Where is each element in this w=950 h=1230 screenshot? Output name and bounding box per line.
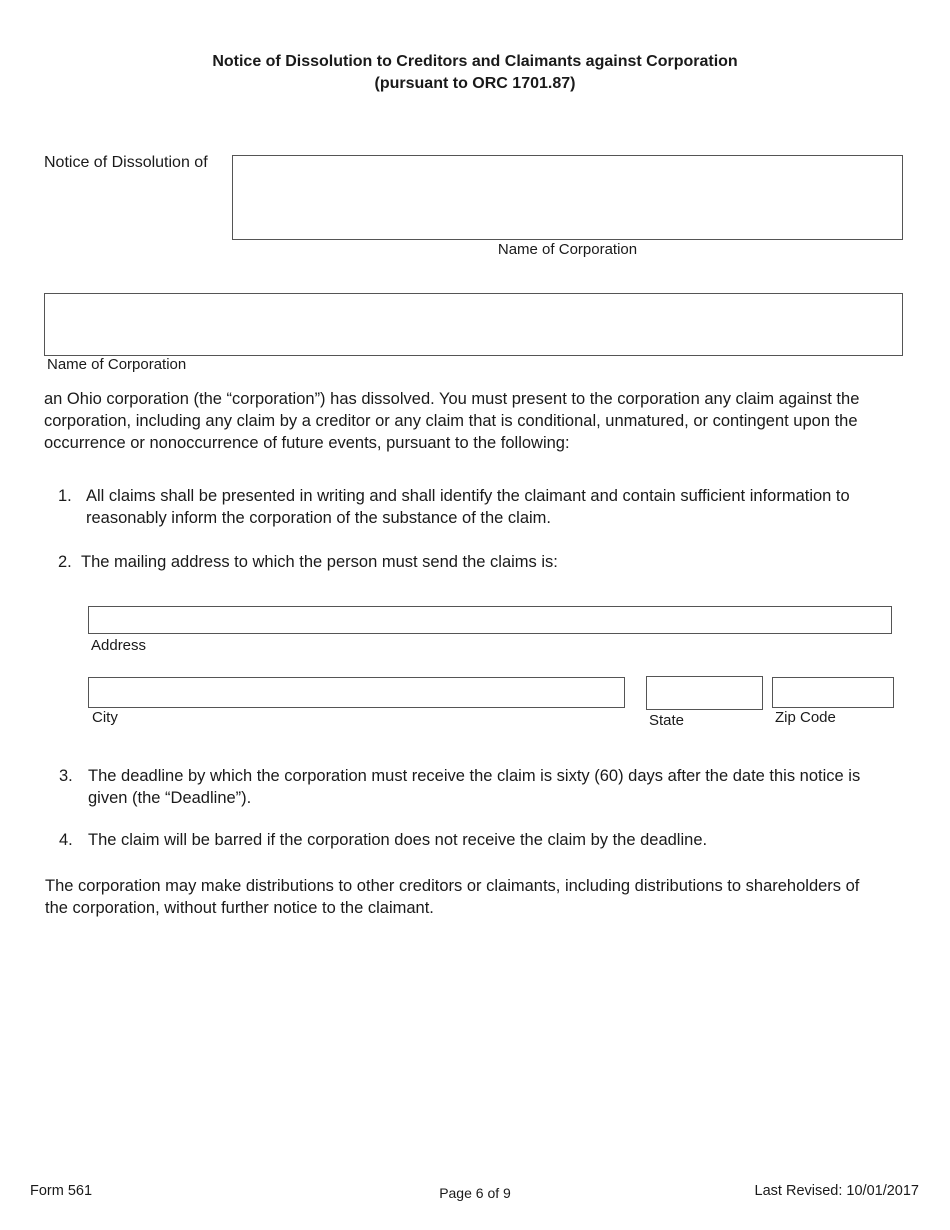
corporation-name-field[interactable] bbox=[232, 155, 903, 240]
city-field[interactable] bbox=[88, 677, 625, 708]
form-number: Form 561 bbox=[30, 1183, 93, 1199]
item-3-line-2: given (the “Deadline”). bbox=[88, 789, 252, 807]
city-label: City bbox=[92, 709, 118, 726]
item-4-number: 4. bbox=[59, 831, 73, 849]
page-title: Notice of Dissolution to Creditors and Claimants against Corporation bbox=[212, 53, 738, 70]
item-1-line-2: reasonably inform the corporation of the substance of the claim. bbox=[86, 509, 552, 527]
state-field[interactable] bbox=[646, 676, 763, 710]
item-3-line-1: The deadline by which the corporation must receive the claim is sixty (60) days after the date this notice is bbox=[88, 767, 861, 785]
zip-code-label: Zip Code bbox=[775, 709, 836, 726]
item-1-line-1: All claims shall be presented in writing and shall identify the claimant and contain sufficient information to bbox=[86, 487, 850, 505]
page-number: Page 6 of 9 bbox=[439, 1185, 511, 1201]
corporation-name-field-2[interactable] bbox=[44, 293, 903, 356]
address-field[interactable] bbox=[88, 606, 892, 634]
notice-of-label: Notice of Dissolution of bbox=[44, 154, 208, 171]
state-label: State bbox=[649, 712, 685, 729]
page-subtitle: (pursuant to ORC 1701.87) bbox=[374, 75, 576, 92]
item-3-number: 3. bbox=[59, 767, 73, 785]
corporation-name-label: Name of Corporation bbox=[497, 241, 638, 258]
corporation-name-label-2: Name of Corporation bbox=[47, 356, 187, 373]
item-2-line-1: The mailing address to which the person must send the claims is: bbox=[81, 553, 558, 571]
intro-line-1: an Ohio corporation (the “corporation”) has dissolved. You must present to the corporation any claim against the bbox=[44, 390, 860, 408]
closing-line-1: The corporation may make distributions to other creditors or claimants, including distributions to shareholders of bbox=[45, 877, 860, 895]
intro-line-2: corporation, including any claim by a creditor or any claim that is conditional, unmatured, or contingent upon the bbox=[44, 412, 858, 430]
item-4-line-1: The claim will be barred if the corporation does not receive the claim by the deadline. bbox=[88, 831, 708, 849]
closing-line-2: the corporation, without further notice to the claimant. bbox=[45, 899, 434, 917]
address-label: Address bbox=[91, 637, 147, 654]
intro-line-3: occurrence or nonoccurrence of future events, pursuant to the following: bbox=[44, 434, 570, 452]
item-1-number: 1. bbox=[58, 487, 72, 505]
zip-code-field[interactable] bbox=[772, 677, 894, 708]
last-revised: Last Revised: 10/01/2017 bbox=[754, 1183, 919, 1199]
item-2-number: 2. bbox=[58, 553, 72, 571]
